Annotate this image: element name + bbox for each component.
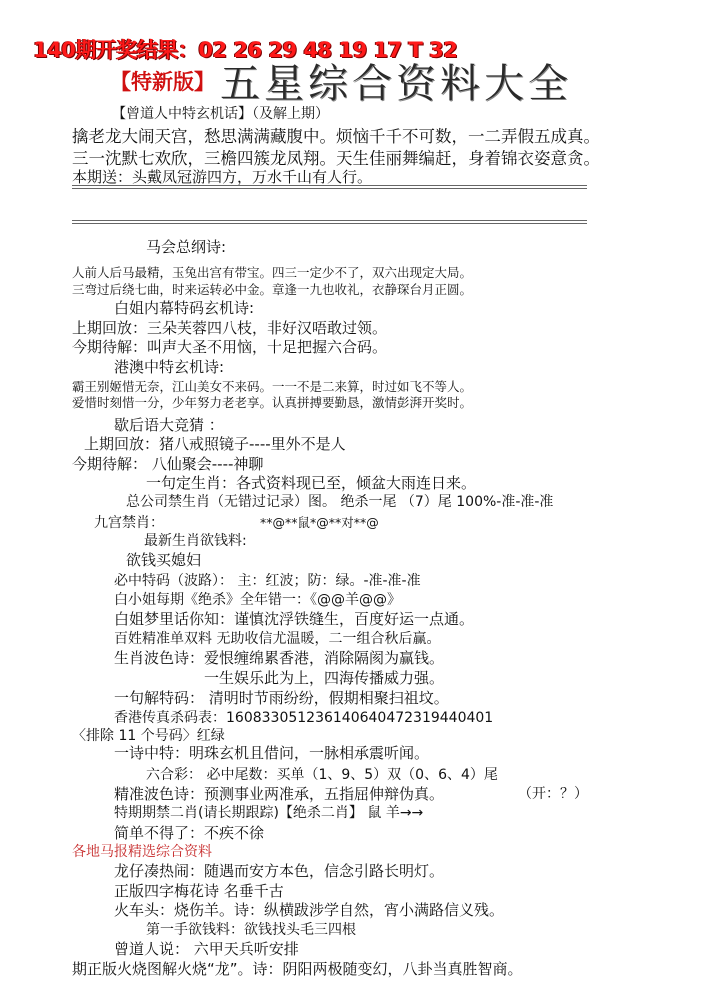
zodiac-wave-poem: 生肖波色诗：爱恨缠绵累香港，消除隔阂为赢钱。	[114, 649, 445, 667]
company-banned-zodiac: 总公司禁生肖（无错过记录）图。 绝杀一尾 （7）尾 100%-准-准-准	[126, 494, 554, 510]
section-heading-zengdaoren: 【曾道人中特玄机话】（及解上期）	[112, 106, 329, 122]
section-heading-baijie: 白姐内幕特码玄机诗:	[114, 299, 255, 317]
precise-wave-poem: 精准波色诗：预测事业两准承，五指屈伸辩伪真。	[114, 785, 445, 803]
longzai-poem: 龙仔凑热闹：随遇而安方本色，信念引路长明灯。	[114, 862, 445, 880]
train-head-poem: 火车头：烧伤羊。诗：纵横跋涉学自然，宵小满路信义残。	[114, 901, 505, 919]
dream-words: 白姐梦里话你知：谨慎沈浮铁缝生，百度好运一点通。	[114, 610, 475, 628]
previous-answer: 上期回放：三朵芙蓉四八枝，非好汉唔敢过领。	[72, 319, 388, 337]
zodiac-wave-poem-2: 一生娱乐此为上，四海传播威力强。	[204, 669, 445, 687]
yiju-shengxiao: 一句定生肖：各式资料现已至，倾盆大雨连日来。	[146, 474, 477, 492]
hk-kill-table: 香港传真杀码表：16083305123614064047231944040​1	[114, 710, 494, 726]
section-heading-xiehouyu: 歇后语大竞猜 ：	[114, 416, 224, 434]
one-poem-pick: 一诗中特：明珠玄机且借问，一脉相承震听闻。	[114, 744, 430, 762]
jiugong-label: 九宫禁肖：	[94, 515, 164, 531]
tail-number-pick: 六合彩： 必中尾数：买单（1、9、5）双（0、6、4）尾	[146, 767, 498, 783]
open-result-placeholder: （开：？）	[518, 786, 588, 802]
special-edition-badge: 【特新版】	[110, 70, 215, 94]
poem-line: 爱惜时刻惜一分，少年努力老老享。认真拼搏要勤恳，激情彭湃开奖时。	[72, 395, 473, 410]
page-title: 五星综合资料大全	[220, 61, 572, 107]
banned-two-zodiac: 特期期禁二肖(请长期跟踪)【绝杀二肖】 鼠 羊→→	[114, 805, 424, 821]
current-riddle: 今期待解： 八仙聚会----神聊	[72, 455, 264, 473]
excluded-numbers: 〈排除 11 个号码〉红绿	[72, 728, 225, 744]
poem-line: 擒老龙大闹天宫，愁思满满藏腹中。烦恼千千不可数，一二弄假五成真。	[72, 127, 600, 146]
jiugong-value: **@**鼠*@**对**@	[260, 515, 379, 530]
divider	[72, 220, 587, 224]
poem-line: 人前人后马最精，玉兔出宫有带宝。四三一定少不了，双六出现定大局。	[72, 265, 473, 280]
current-riddle: 今期待解：叫声大圣不用恼，十足把握六合码。	[72, 338, 388, 356]
zengdaoren-says: 曾道人说： 六甲天兵听安排	[114, 940, 299, 958]
section-heading-mahui: 马会总纲诗:	[146, 238, 227, 256]
wave-color-pick: 必中特码（波路）： 主：红波；防：绿。-准-准-准	[114, 573, 421, 589]
fire-picture-poem: 期正版火烧图解火烧“龙”。诗：阴阳两极随变幻，八卦当真胜智商。	[72, 960, 523, 978]
draw-result-headline: 140期开奖结果：02 26 29 48 19 17 T 32	[33, 38, 458, 62]
poem-line: 三弯过后绕七曲，时来运转必中金。章逢一九也收礼，衣静琛台月正圆。	[72, 282, 473, 297]
newest-zodiac-heading: 最新生肖欲钱料:	[144, 533, 247, 549]
newest-zodiac-answer: 欲钱买媳妇	[126, 551, 202, 569]
first-hand-riddle: 第一手欲钱料：欲钱找头毛三四根	[146, 922, 356, 938]
poem-line: 霸王别姬惜无奈，江山美女不来码。一一不是二来算，时过如飞不等人。	[72, 379, 473, 394]
previous-answer: 上期回放：猪八戒照镜子----里外不是人	[84, 435, 346, 453]
plum-blossom-poem: 正版四字梅花诗 名垂千古	[114, 882, 284, 900]
bai-xiaojie-kill: 白小姐每期《绝杀》全年错一：《@@羊@@》	[114, 592, 401, 608]
poem-line: 三一沈默七欢欣，三檐四簇龙凤翔。天生佳丽舞编赶，身着锦衣姿意贪。	[72, 149, 600, 168]
divider	[72, 185, 587, 189]
section-heading-regional: 各地马报精选综合资料	[72, 844, 212, 860]
poem-line: 本期送：头戴凤冠游四方，万水千山有人行。	[72, 168, 373, 186]
simple-tip: 简单不得了：不疾不徐	[114, 824, 265, 842]
odd-even-pick: 百姓精准单双料 无助收信尤温暖，二一组合秋后赢。	[114, 631, 441, 647]
one-line-solution: 一句解特码： 清明时节雨纷纷，假期相聚扫祖坟。	[114, 689, 449, 707]
section-heading-gangao: 港澳中特玄机诗:	[114, 358, 225, 376]
